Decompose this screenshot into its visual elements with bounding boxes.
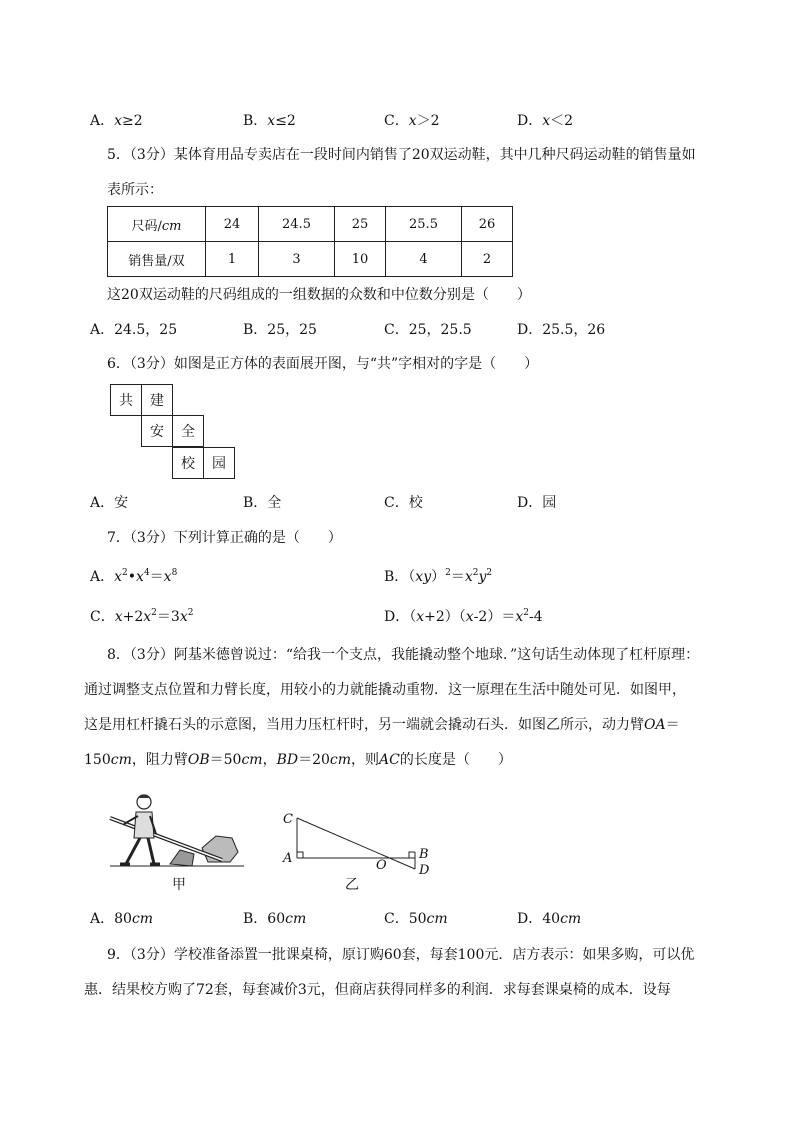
q4-option-b[interactable]: B．x≤2	[243, 113, 296, 129]
q5-stem-line1: 5．（3分）某体育用品专卖店在一段时间内销售了20双运动鞋，其中几种尺码运动鞋的销售量如	[107, 147, 696, 163]
table-header-sales: 销售量/双	[108, 242, 206, 277]
q7-option-a[interactable]: A．$x^2•x^4=x^8$	[90, 568, 178, 585]
table-row	[108, 242, 513, 277]
point-c-label: C	[283, 812, 293, 827]
q8-option-a[interactable]: A．80cm	[90, 911, 154, 927]
q8-line3: 这是用杠杆撬石头的示意图，当用力压杠杆时，另一端就会撬动石头．如图乙所示，动力臂OA＝	[84, 717, 680, 733]
q4-option-c[interactable]: C．x＞2	[384, 113, 440, 129]
cube-face: 安	[141, 415, 173, 447]
table-cell: 1	[206, 242, 259, 277]
q8-options	[0, 910, 794, 930]
q4-option-d[interactable]: D．x＜2	[517, 113, 574, 129]
cube-face: 全	[172, 415, 204, 447]
q5-options	[0, 321, 794, 341]
table-cell: 2	[462, 242, 513, 277]
q6-option-d[interactable]: D．园	[517, 495, 557, 511]
cube-face: 建	[141, 384, 173, 416]
q8-option-c[interactable]: C．50cm	[384, 911, 448, 927]
figure-label-yi: 乙	[345, 877, 359, 893]
table-header-size: 尺码/cm	[108, 207, 206, 242]
table-cell: 10	[335, 242, 386, 277]
q5-option-b[interactable]: B．25，25	[243, 322, 317, 338]
q7-stem: 7．（3分）下列计算正确的是（ ）	[107, 530, 342, 546]
figure-label-jia: 甲	[172, 877, 186, 893]
q6-option-a[interactable]: A．安	[90, 495, 129, 511]
point-a-label: A	[283, 851, 293, 866]
q5-option-a[interactable]: A．24.5，25	[90, 322, 178, 338]
q6-option-b[interactable]: B．全	[243, 495, 282, 511]
q9-line1: 9．（3分）学校准备添置一批课桌椅，原订购60套，每套100元．店方表示：如果多购，可以优	[107, 947, 695, 963]
q5-option-c[interactable]: C．25，25.5	[384, 322, 472, 338]
table-row	[108, 207, 513, 242]
q5-option-d[interactable]: D．25.5，26	[517, 322, 606, 338]
q5-question: 这20双运动鞋的尺码组成的一组数据的众数和中位数分别是（ ）	[107, 287, 531, 303]
cube-face: 共	[110, 384, 142, 416]
lever-geometry-diagram	[278, 806, 438, 882]
table-cell: 3	[259, 242, 335, 277]
cube-face: 园	[203, 447, 235, 479]
table-cell: 24.5	[259, 207, 335, 242]
point-d-label: D	[419, 863, 430, 878]
q8-option-b[interactable]: B．60cm	[243, 911, 307, 927]
q8-line4: 150cm，阻力臂OB＝50cm，BD＝20cm，则AC的长度是（ ）	[84, 752, 512, 768]
table-cell: 25	[335, 207, 386, 242]
q9-line2: 惠．结果校方购了72套，每套减价3元，但商店获得同样多的利润．求每套课桌椅的成本．设每	[84, 982, 671, 998]
point-o-label: O	[376, 858, 387, 873]
q6-options	[0, 494, 794, 514]
q8-option-d[interactable]: D．40cm	[517, 911, 582, 927]
table-cell: 4	[386, 242, 462, 277]
q5-stem-line2: 表所示：	[107, 182, 163, 198]
q8-line2: 通过调整支点位置和力臂长度，用较小的力就能撬动重物．这一原理在生活中随处可见．如图甲，	[84, 682, 686, 698]
shoe-size-table	[107, 206, 513, 277]
table-cell: 25.5	[386, 207, 462, 242]
point-b-label: B	[419, 847, 429, 862]
q8-line1: 8．（3分）阿基米德曾说过：“给我一个支点，我能撬动整个地球．”这句话生动体现了杠杆原理：	[107, 647, 700, 663]
q7-option-c[interactable]: C．$x+2x^2=3x^2$	[90, 608, 194, 625]
q7-option-b[interactable]: B．$(xy)^2=x^2y^2$	[384, 568, 493, 585]
q6-option-c[interactable]: C．校	[384, 495, 423, 511]
q6-stem: 6．（3分）如图是正方体的表面展开图，与“共”字相对的字是（ ）	[107, 356, 539, 372]
cube-face: 校	[172, 447, 204, 479]
q7-option-d[interactable]: D．$(x+2)(x-2)=x^2-4$	[384, 608, 543, 625]
table-cell: 24	[206, 207, 259, 242]
q4-options	[0, 112, 794, 132]
q4-option-a[interactable]: A．x≥2	[90, 113, 143, 129]
table-cell: 26	[462, 207, 513, 242]
